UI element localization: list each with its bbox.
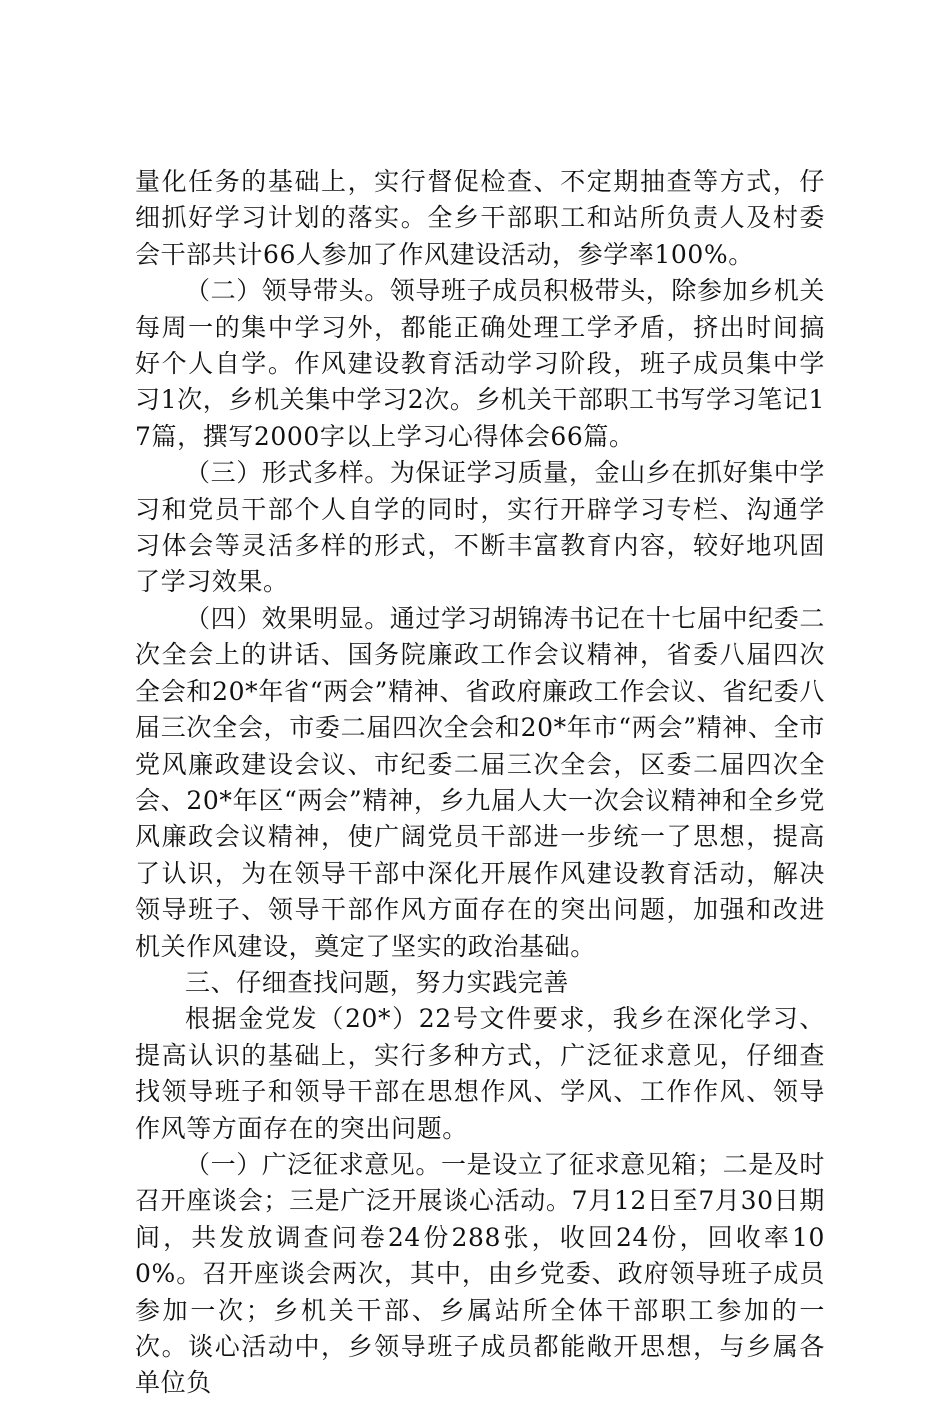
paragraph-diverse-forms: （三）形式多样。为保证学习质量，金山乡在抓好集中学习和党员干部个人自学的同时，实行开辟学习专栏、沟通学习体会等灵活多样的形式，不断丰富教育内容，较好地巩固了学习效果。 — [135, 458, 826, 597]
paragraph-obvious-effect: （四）效果明显。通过学习胡锦涛书记在十七届中纪委二次全会上的讲话、国务院廉政工作会议精神，省委八届四次全会和20*年省“两会”精神、省政府廉政工作会议、省纪委八届三次全会，市委二届四次全会和20*年市“两会”精神、全市党风廉政建设会议、市纪委二届三次全会，区委二届四次全会、20*年区“两会”精神，乡九届人大一次会议精神和全乡党风廉政会议精神，使广阔党员干部进一步统一了思想，提高了认识，为在领导干部中深化开展作风建设教育活动，解决领导班子、领导干部作风方面存在的突出问题，加强和改进机关作风建设，奠定了坚实的政治基础。 — [135, 603, 826, 961]
paragraph-leaders-take-lead: （二）领导带头。领导班子成员积极带头，除参加乡机关每周一的集中学习外，都能正确处理工学矛盾，挤出时间搞好个人自学。作风建设教育活动学习阶段，班子成员集中学习1次，乡机关集中学习2次。乡机关干部职工书写学习笔记17篇，撰写2000字以上学习心得体会66篇。 — [135, 276, 826, 451]
paragraph-according-to-document: 根据金党发（20*）22号文件要求，我乡在深化学习、提高认识的基础上，实行多种方式，广泛征求意见，仔细查找领导班子和领导干部在思想作风、学风、工作作风、领导作风等方面存在的突出问题。 — [135, 1004, 825, 1143]
paragraph-continued-quantified-tasks: 量化任务的基础上，实行督促检查、不定期抽查等方式，仔细抓好学习计划的落实。全乡干部职工和站所负责人及村委会干部共计66人参加了作风建设活动，参学率100%。 — [135, 167, 825, 269]
paragraph-solicit-opinions: （一）广泛征求意见。一是设立了征求意见箱；二是及时召开座谈会；三是广泛开展谈心活动。7月12日至7月30日期间，共发放调查问卷24份288张，收回24份，回收率100%。召开座谈会两次，其中，由乡党委、政府领导班子成员参加一次；乡机关干部、乡属站所全体干部职工参加的一次。谈心活动中，乡领导班子成员都能敞开思想，与乡属各单位负 — [135, 1149, 826, 1398]
section-heading-three: 三、仔细查找问题，努力实践完善 — [185, 967, 570, 997]
document-body — [135, 164, 825, 1402]
